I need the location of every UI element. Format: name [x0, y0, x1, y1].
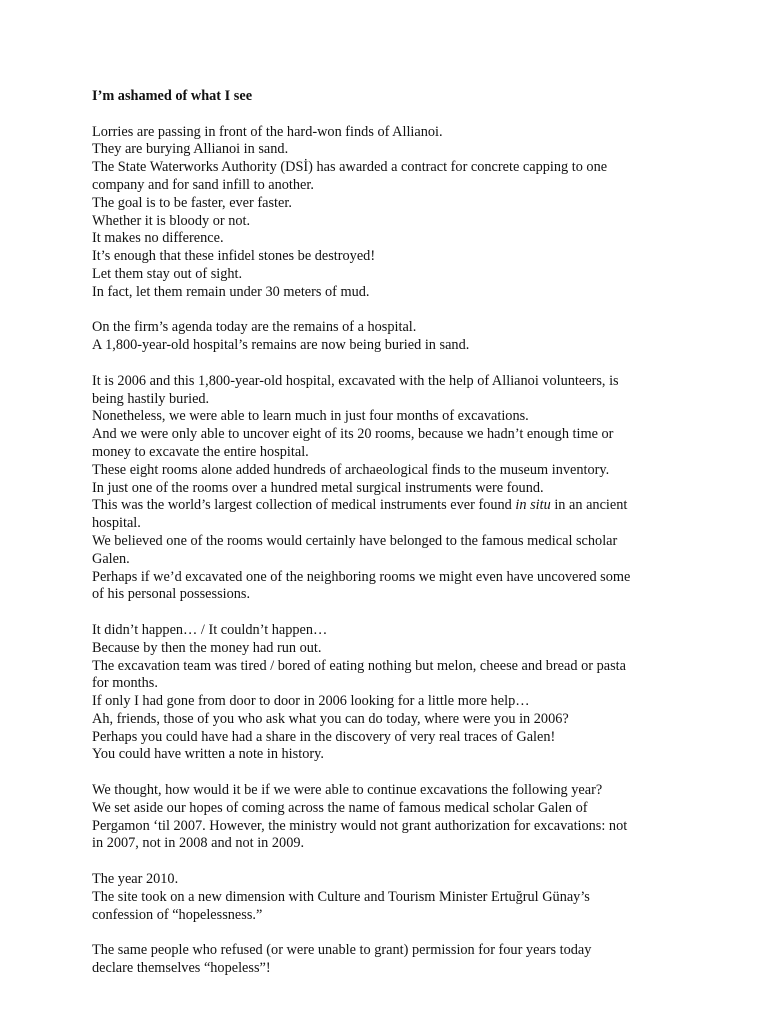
text-line: You could have written a note in history. [92, 746, 324, 763]
paragraph-2 [92, 319, 692, 355]
text-line: Because by then the money had run out. [92, 639, 322, 656]
text-line: money to excavate the entire hospital. [92, 443, 309, 460]
in-situ-after: in an ancient [550, 497, 628, 514]
text-line: On the firm’s agenda today are the remains of a hospital. [92, 319, 417, 336]
text-line: company and for sand infill to another. [92, 176, 314, 193]
paragraph-5 [92, 782, 692, 853]
paragraph-7 [92, 942, 692, 978]
text-line: We set aside our hopes of coming across the name of famous medical scholar Galen of [92, 799, 588, 816]
text-line: for months. [92, 675, 158, 692]
paragraph-4 [92, 622, 692, 764]
text-line: They are burying Allianoi in sand. [92, 141, 289, 158]
text-line: in 2007, not in 2008 and not in 2009. [92, 835, 305, 852]
document-title: I’m ashamed of what I see [92, 88, 253, 104]
text-line: Let them stay out of sight. [92, 265, 243, 282]
text-line: A 1,800-year-old hospital’s remains are now being buried in sand. [92, 337, 470, 354]
text-line: These eight rooms alone added hundreds of archaeological finds to the museum inventory. [92, 461, 610, 478]
text-line-in-situ [92, 497, 692, 515]
text-line: hospital. [92, 515, 141, 532]
text-line: The site took on a new dimension with Culture and Tourism Minister Ertuğrul Günay’s [92, 888, 590, 905]
text-line: of his personal possessions. [92, 586, 251, 603]
text-line: The same people who refused (or were unable to grant) permission for four years today [92, 942, 592, 959]
text-line: It is 2006 and this 1,800-year-old hospital, excavated with the help of Allianoi volunteers, is [92, 372, 619, 389]
text-line: In fact, let them remain under 30 meters of mud. [92, 283, 370, 300]
text-line: Pergamon ‘til 2007. However, the ministry would not grant authorization for excavations: not [92, 817, 628, 834]
in-situ-italic: in situ [515, 497, 551, 514]
text-line: The goal is to be faster, ever faster. [92, 194, 292, 211]
paragraph-6 [92, 871, 692, 924]
text-line: Ah, friends, those of you who ask what you can do today, where were you in 2006? [92, 710, 569, 727]
text-line: If only I had gone from door to door in 2006 looking for a little more help… [92, 693, 530, 710]
in-situ-before: This was the world’s largest collection of medical instruments ever found [92, 497, 516, 514]
text-line: Nonetheless, we were able to learn much in just four months of excavations. [92, 408, 529, 425]
text-line: being hastily buried. [92, 390, 210, 407]
text-line: We believed one of the rooms would certainly have belonged to the famous medical scholar [92, 532, 618, 549]
text-line: The year 2010. [92, 871, 179, 888]
text-line: We thought, how would it be if we were able to continue excavations the following year? [92, 782, 603, 799]
text-line: Perhaps you could have had a share in the discovery of very real traces of Galen! [92, 728, 556, 745]
text-line: The excavation team was tired / bored of eating nothing but melon, cheese and bread or pasta [92, 657, 626, 674]
text-line: Whether it is bloody or not. [92, 212, 251, 229]
text-line: In just one of the rooms over a hundred metal surgical instruments were found. [92, 479, 544, 496]
text-line: It didn’t happen… / It couldn’t happen… [92, 621, 328, 638]
text-line: Perhaps if we’d excavated one of the neighboring rooms we might even have uncovered some [92, 568, 631, 585]
text-line: It’s enough that these infidel stones be destroyed! [92, 248, 376, 265]
text-line: confession of “hopelessness.” [92, 906, 263, 923]
text-line: declare themselves “hopeless”! [92, 960, 271, 977]
text-line: The State Waterworks Authority (DSİ) has awarded a contract for concrete capping to one [92, 159, 608, 176]
text-line: And we were only able to uncover eight of its 20 rooms, because we hadn’t enough time or [92, 426, 614, 443]
text-line: Galen. [92, 550, 130, 567]
paragraph-3 [92, 373, 692, 604]
text-line: It makes no difference. [92, 230, 224, 247]
document-page [92, 88, 692, 996]
text-line: Lorries are passing in front of the hard-won finds of Allianoi. [92, 123, 443, 140]
paragraph-1 [92, 124, 692, 302]
